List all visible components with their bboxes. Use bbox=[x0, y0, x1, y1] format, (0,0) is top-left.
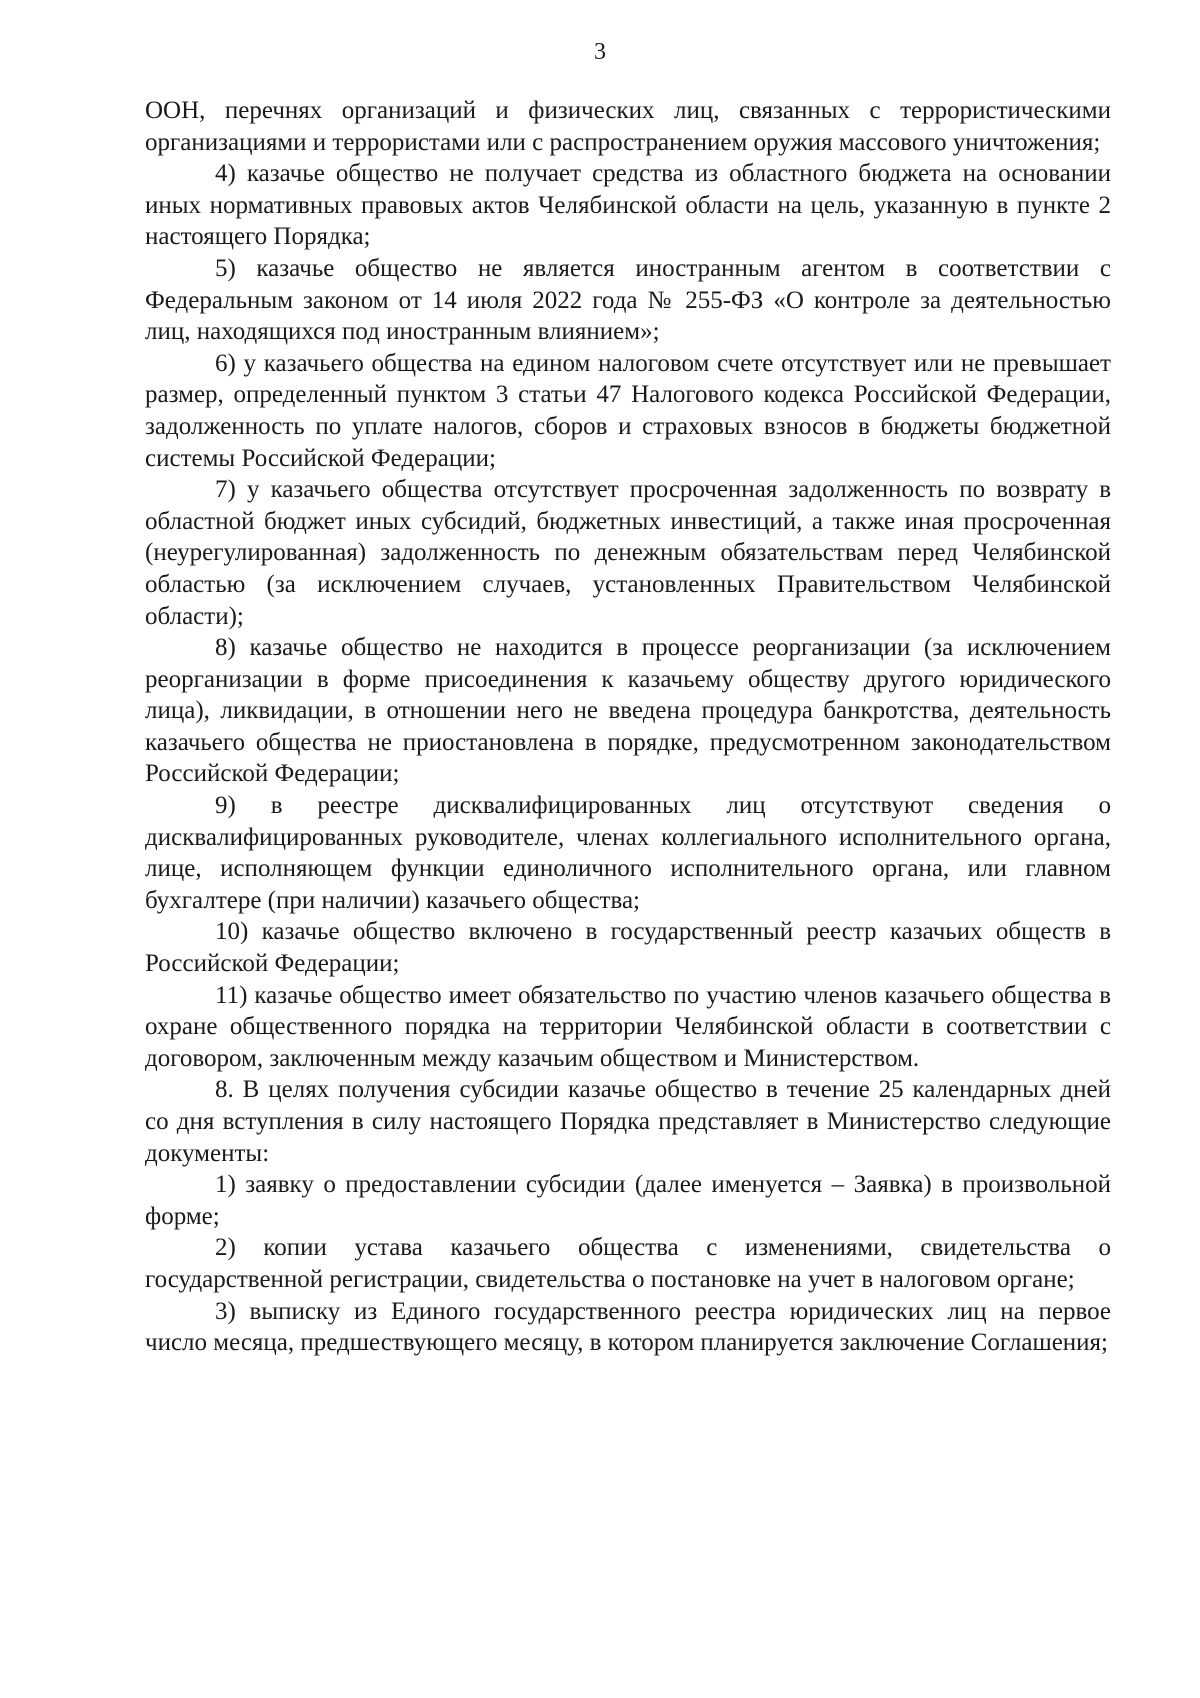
paragraph: ООН, перечнях организаций и физических лиц, связанных с террористическими организациями и террористами или с распространением оружия массового уничтожения; bbox=[145, 97, 1111, 156]
document-body bbox=[145, 95, 1111, 1359]
page-number: 3 bbox=[594, 39, 606, 65]
paragraph: 10) казачье общество включено в государственный реестр казачьих обществ в Российской Федерации; bbox=[145, 918, 1111, 978]
paragraph: 6) у казачьего общества на едином налоговом счете отсутствует или не превышает размер, определенный пунктом 3 статьи 47 Налогового кодекса Российской Федерации, задолженность по уплате налогов, сборов и страховых взносов в бюджеты бюджетной системы Российской Федерации; bbox=[145, 349, 1111, 472]
paragraph: 4) казачье общество не получает средства из областного бюджета на основании иных нормативных правовых актов Челябинской области на цель, указанную в пункте 2 настоящего Порядка; bbox=[145, 160, 1111, 251]
paragraph: 1) заявку о предоставлении субсидии (далее именуется – Заявка) в произвольной форме; bbox=[145, 1171, 1111, 1230]
paragraph: 11) казачье общество имеет обязательство по участию членов казачьего общества в охране общественного порядка на территории Челябинской области в соответствии с договором, заключенным между казачьим обществом и Министерством. bbox=[145, 981, 1111, 1072]
paragraph: 8. В целях получения субсидии казачье общество в течение 25 календарных дней со дня вступления в силу настоящего Порядка представляет в Министерство следующие документы: bbox=[145, 1076, 1111, 1167]
paragraph: 9) в реестре дисквалифицированных лиц отсутствуют сведения о дисквалифицированных руководителе, членах коллегиального исполнительного органа, лице, исполняющем функции единоличного исполнительного органа, или главном бухгалтере (при наличии) казачьего общества; bbox=[145, 792, 1111, 914]
paragraph: 5) казачье общество не является иностранным агентом в соответствии с Федеральным законом от 14 июля 2022 года № 255-ФЗ «О контроле за деятельностью лиц, находящихся под иностранным влиянием»; bbox=[145, 254, 1111, 346]
paragraph: 7) у казачьего общества отсутствует просроченная задолженность по возврату в областной бюджет иных субсидий, бюджетных инвестиций, а также иная просроченная (неурегулированная) задолженность по денежным обязательствам перед Челябинской областью (за исключением случаев, установленных Правительством Челябинской области); bbox=[145, 476, 1111, 630]
paragraph: 2) копии устава казачьего общества с изменениями, свидетельства о государственной регистрации, свидетельства о постановке на учет в налоговом органе; bbox=[145, 1234, 1111, 1293]
paragraph: 3) выписку из Единого государственного реестра юридических лиц на первое число месяца, предшествующего месяцу, в котором планируется заключение Соглашения; bbox=[145, 1297, 1111, 1357]
paragraph: 8) казачье общество не находится в процессе реорганизации (за исключением реорганизации в форме присоединения к казачьему обществу другого юридического лица), ликвидации, в отношении него не введена процедура банкротства, деятельность казачьего общества не приостановлена в порядке, предусмотренном законодательством Российской Федерации; bbox=[145, 634, 1111, 788]
